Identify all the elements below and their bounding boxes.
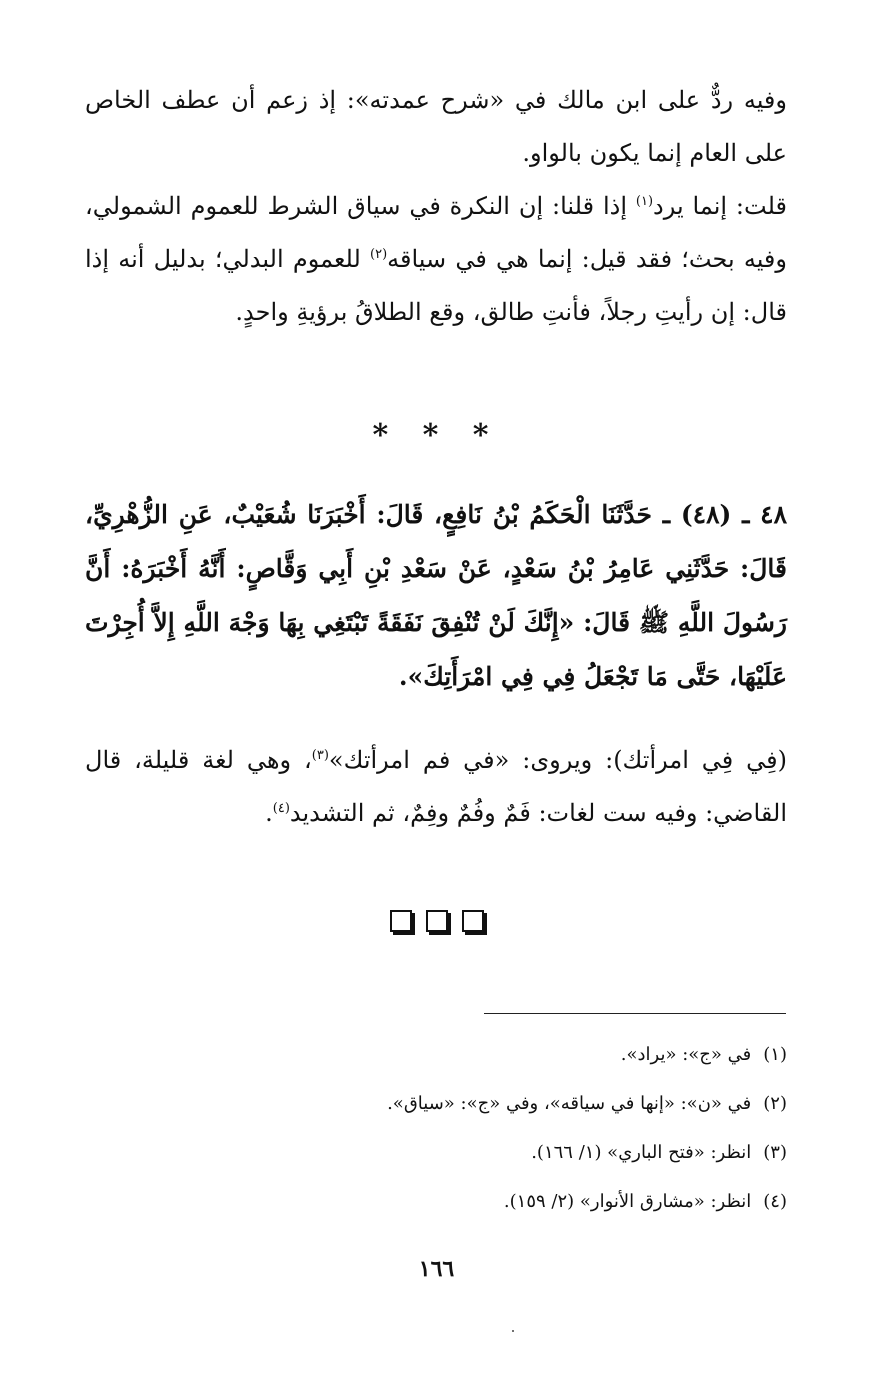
footnote-number: (٢) bbox=[763, 1093, 787, 1114]
hadith-text bbox=[85, 488, 787, 704]
square-ornament-icon bbox=[462, 910, 484, 932]
hadith-body: ٤٨ ـ (٤٨) ـ حَدَّثَنَا الْحَكَمُ بْنُ نَافِعٍ، قَالَ: أَخْبَرَنَا شُعَيْبٌ، عَنِ الزُّهْرِيِّ، قَالَ: حَدَّثَنِي عَامِرُ بْنُ سَعْدٍ، عَنْ سَعْدِ بْنِ أَبِي وَقَّاصٍ: أَنَّهُ أَخْبَرَهُ: أَنَّ رَسُولَ اللَّهِ ﷺ قَالَ: «إِنَّكَ لَنْ تُنْفِقَ نَفَقَةً تَبْتَغِي بِهَا وَجْهَ اللَّهِ إِلاَّ أُجِرْتَ عَلَيْهَا، حَتَّى مَا تَجْعَلُ فِي فِي امْرَأَتِكَ». bbox=[85, 500, 788, 691]
footnote-item bbox=[85, 1030, 787, 1079]
commentary-text: إذا قلنا: إن النكرة في سياق الشرط للعموم الشمولي، وفيه بحث؛ فقد قيل: إنما هي في سياقه bbox=[85, 192, 787, 273]
commentary-text: (فِي فِي امرأتك): ويروى: «في فم امرأتك» bbox=[328, 746, 787, 774]
section-separator-stars: * * * bbox=[372, 418, 501, 453]
commentary-paragraph-3 bbox=[85, 734, 787, 840]
commentary-paragraph-1 bbox=[85, 74, 787, 180]
footnote-text: في «ج»: «يراد». bbox=[620, 1044, 752, 1065]
commentary-text: . bbox=[265, 799, 273, 827]
footnote-text: انظر: «مشارق الأنوار» (٢/ ١٥٩). bbox=[503, 1191, 752, 1212]
footnote-number: (٤) bbox=[763, 1191, 787, 1212]
commentary-text: للعموم البدلي؛ بدليل أنه إذا قال: إن رأيتِ رجلاً، فأنتِ طالق، وقع الطلاقُ برؤيةِ واحدٍ. bbox=[85, 245, 787, 326]
footnote-divider bbox=[484, 1013, 786, 1014]
footnote-item bbox=[85, 1079, 787, 1128]
commentary-text: قلت: إنما يرد bbox=[653, 192, 787, 220]
section-end-ornament bbox=[0, 910, 873, 932]
page-number: ١٦٦ bbox=[418, 1256, 455, 1282]
footnote-text: في «ن»: «إنها في سياقه»، وفي «ج»: «سياق». bbox=[387, 1093, 752, 1114]
scan-speck bbox=[512, 1330, 514, 1332]
footnote-number: (١) bbox=[763, 1044, 787, 1065]
footnotes-list bbox=[85, 1030, 787, 1226]
footnote-ref-2: (٢) bbox=[370, 247, 388, 262]
square-ornament-icon bbox=[390, 910, 412, 932]
square-ornament-icon bbox=[426, 910, 448, 932]
commentary-text: ، وهي لغة قليلة، قال القاضي: وفيه ست لغات: فَمٌ وفُمٌ وفِمٌ، ثم التشديد bbox=[85, 746, 787, 827]
footnote-text: انظر: «فتح الباري» (١/ ١٦٦). bbox=[531, 1142, 752, 1163]
footnote-item bbox=[85, 1177, 787, 1226]
commentary-text: وفيه ردٌّ على ابن مالك في «شرح عمدته»: إذ زعم أن عطف الخاص على العام إنما يكون بالواو. bbox=[85, 86, 787, 167]
footnote-ref-3: (٣) bbox=[311, 748, 329, 763]
footnote-ref-1: (١) bbox=[635, 194, 654, 209]
footnote-number: (٣) bbox=[763, 1142, 787, 1163]
commentary-paragraph-2 bbox=[85, 180, 787, 339]
footnote-item bbox=[85, 1128, 787, 1177]
footnote-ref-4: (٤) bbox=[272, 801, 290, 816]
